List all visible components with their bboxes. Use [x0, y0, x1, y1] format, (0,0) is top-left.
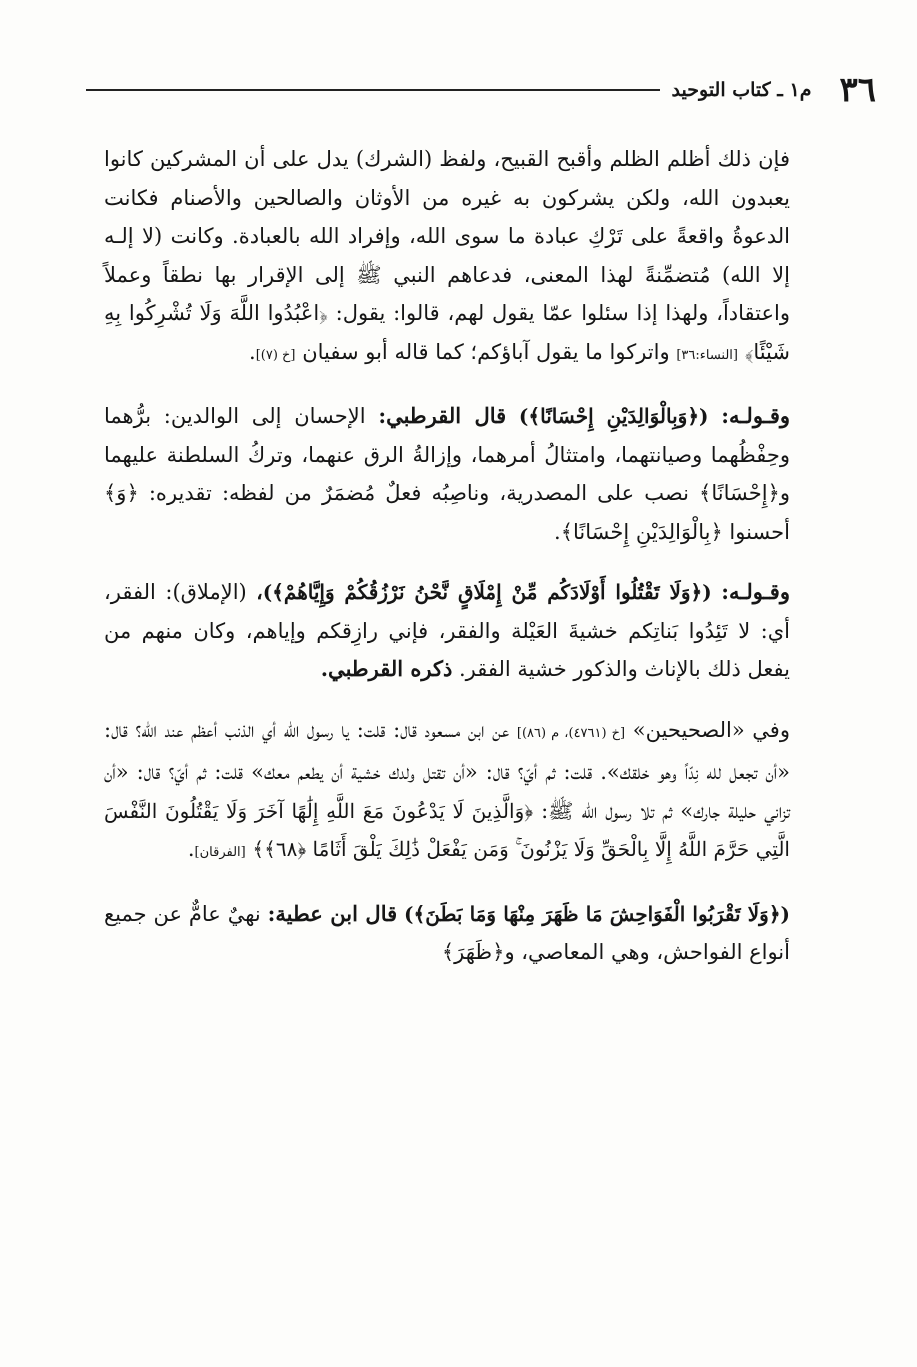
paragraph-text: نهيٌ عامٌّ عن جميع أنواع الفواحش، وهي المعاصي، و﴿ظَهَرَ﴾ [104, 901, 790, 964]
paragraph-text: فإن ذلك أظلم الظلم وأقبح القبيح، ولفظ (الشرك) يدل على أن المشركين كانوا يعبدون الله، ولكن يشركون به غيره من الأوثان والصالحين والأصنام فكانت الدعوةُ واقعةً على تَرْكِ عبادة ما سوى الله، وإفراد الله بالعبادة. وكانت (لا إلـه إلا الله) مُتضمِّنةً لهذا المعنى، فدعاهم النبي ﷺ إلى الإقرار بها نطقاً وعملاً واعتقاداً، ولهذا إذا سئلوا عمّا يقول لهم، قالوا: يقول: ﴿اعْبُدُوا اللَّهَ وَلَا تُشْرِكُوا بِهِ شَيْئًا﴾ [104, 147, 790, 364]
quoted-author: قال القرطبي: [378, 403, 507, 428]
paragraph-parents [104, 397, 790, 551]
paragraph-text: وفي «الصحيحين» [632, 717, 790, 742]
page-number: ٣٦ [839, 70, 876, 110]
paragraph-hadith [104, 711, 790, 873]
page-body [104, 140, 790, 972]
paragraph-text: عن ابن مسعود قال: قلت: يا رسول الله أي الذنب أعظم عند الله؟ قال: «أن تجعل لله نِدّاً وهو خلقك». قلت: ثم أيّ؟ قال: «أن تقتل ولدك خشية أن يطعم معك» قلت: ثم أيّ؟ قال: «أن تزاني حليلة جارك» ثم تلا رسول الله ﷺ: [104, 717, 790, 823]
citation: [النساء:٣٦] [676, 347, 738, 363]
quoted-author: قال ابن عطية: [267, 900, 398, 926]
quran-verse: (﴿وَبِالْوَالِدَيْنِ إِحْسَانًا﴾) [518, 404, 709, 428]
verse-lead: وقـولـه: [721, 403, 791, 428]
citation: [الفرقان] [194, 845, 246, 860]
verse-lead: وقـولـه: [721, 579, 790, 604]
quran-verse: (﴿وَلَا تَقْرَبُوا الْفَوَاحِشَ مَا ظَهَرَ مِنْهَا وَمَا بَطَنَ﴾) [404, 901, 791, 926]
paragraph-text: (الإملاق): الفقر، أي: لا تَئِدُوا بَناتِكم خشيةَ العَيْلة والفقر، فإني رازِقكم وإياهم، وكان منهم من يفعل ذلك بالإناث والذكور خشية الفقر. [104, 580, 790, 681]
paragraph-text: واتركوا ما يقول آباؤكم؛ كما قاله أبو سفيان [302, 339, 670, 364]
page-header [86, 70, 876, 110]
quran-verse: (﴿وَلَا تَقْتُلُوا أَوْلَادَكُم مِّنْ إِمْلَاقٍ نَّحْنُ نَرْزُقُكُمْ وَإِيَّاهُمْ﴾)، [256, 580, 712, 604]
quran-verse: ﴿وَالَّذِينَ لَا يَدْعُونَ مَعَ اللَّهِ إِلَٰهًا آخَرَ وَلَا يَقْتُلُونَ النَّفْسَ الَّتِي حَرَّمَ اللَّهُ إِلَّا بِالْحَقِّ وَلَا يَزْنُونَ ۚ وَمَن يَفْعَلْ ذَٰلِكَ يَلْقَ أَثَامًا ﴿٦٨﴾﴾ [104, 798, 790, 861]
paragraph-indecency [104, 895, 790, 972]
citation: [خ (٧)] [255, 347, 296, 363]
paragraph-shirk [104, 140, 790, 375]
paragraph-children [104, 573, 790, 689]
period: . [187, 837, 195, 861]
header-rule [86, 89, 660, 91]
running-title: م١ ـ كتاب التوحيد [671, 79, 812, 101]
citation: [خ (٤٧٦١)، م (٨٦)] [516, 725, 626, 741]
paragraph-text: الإحسان إلى الوالدين: برُّهما وحِفْظُهما وصيانتهما، وامتثالُ أمرهما، وإزالةُ الرق عنهما، وتركُ السلطنة عليهما و﴿إِحْسَانًا﴾ نصب على المصدرية، وناصِبُه فعلٌ مُضمَرٌ من لفظه: تقديره: ﴿وَ﴾ أحسنوا ﴿بِالْوَالِدَيْنِ إِحْسَانًا﴾. [104, 404, 790, 544]
period: . [249, 339, 256, 364]
source-note: ذكره القرطبي. [320, 656, 453, 681]
